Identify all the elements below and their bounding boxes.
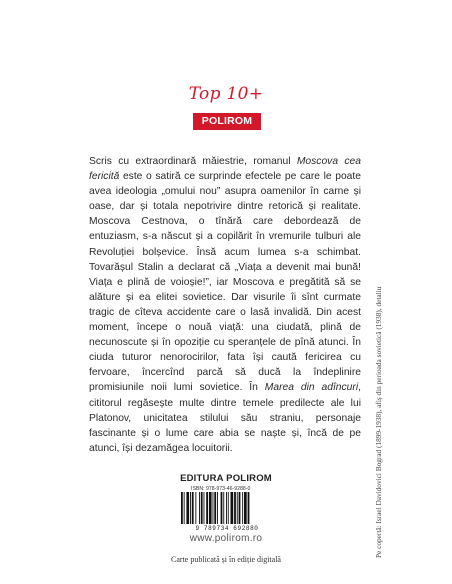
blurb-text-2: este o satiră ce surprinde efectele pe care le poate avea ideologia „omului nou” asupra oamenilor în carne și oase, dar și totala nepotrivire dintre retorică și realitate. Moscova Cestnova, o tînără care debordează de entuziasm, s-a născut și a copilărit în vremurile tulburi ale Revoluției bolșevice. Însă acum lumea s-a schimbat. Tovarășul Stalin a declarat că „Viața a devenit mai bună! Viața e plină de voioșie!”, iar Moscova e pregătită să se alăture și ea elitei sovietice. Dar visurile îi sînt curmate tragic de cîteva accidente care o lasă invalidă. Din acest moment, începe o nouă viață: una ciudată, plină de necunoscute și în opoziție cu speranțele de pînă atunci. În ciuda tuturor nenorocirilor, fata își caută fericirea cu fervoare, încercînd parcă să ducă la îndeplinire promisiunile noii lumi sovietice. În xyxy=(89,171,361,394)
cover-credit: Pe copertă: Israel Davidovici Bograd (1899-1938), afiș din perioada sovietică (1938), detaliu xyxy=(374,286,383,558)
barcode-digits: 9 789734 692880 xyxy=(195,525,259,532)
series-logo: Top 10+ xyxy=(188,84,264,104)
blurb-text-3: , cititorul regăsește multe dintre temele predilecte ale lui Platonov, unicitatea stilului său straniu, personaje fascinante și o lume care abia se naște și, încă de pe atunci, își dezamăgea locuitorii. xyxy=(89,382,362,454)
blurb-text-1: Scris cu extraordinară măiestrie, romanul xyxy=(89,156,297,167)
book-blurb xyxy=(89,154,361,456)
blurb-title-2: Marea din adîncuri xyxy=(264,382,359,394)
publisher-badge: POLIROM xyxy=(193,113,261,130)
digital-edition-note: Carte publicată și în ediție digitală xyxy=(171,555,281,564)
barcode xyxy=(180,492,274,524)
isbn-label: ISBN: 978-973-46-9288-0 xyxy=(191,486,251,492)
website-link[interactable]: www.polirom.ro xyxy=(189,533,263,544)
blurb-title-1: Moscova cea fericită xyxy=(89,156,361,183)
publisher-name: EDITURA POLIROM xyxy=(180,473,272,484)
